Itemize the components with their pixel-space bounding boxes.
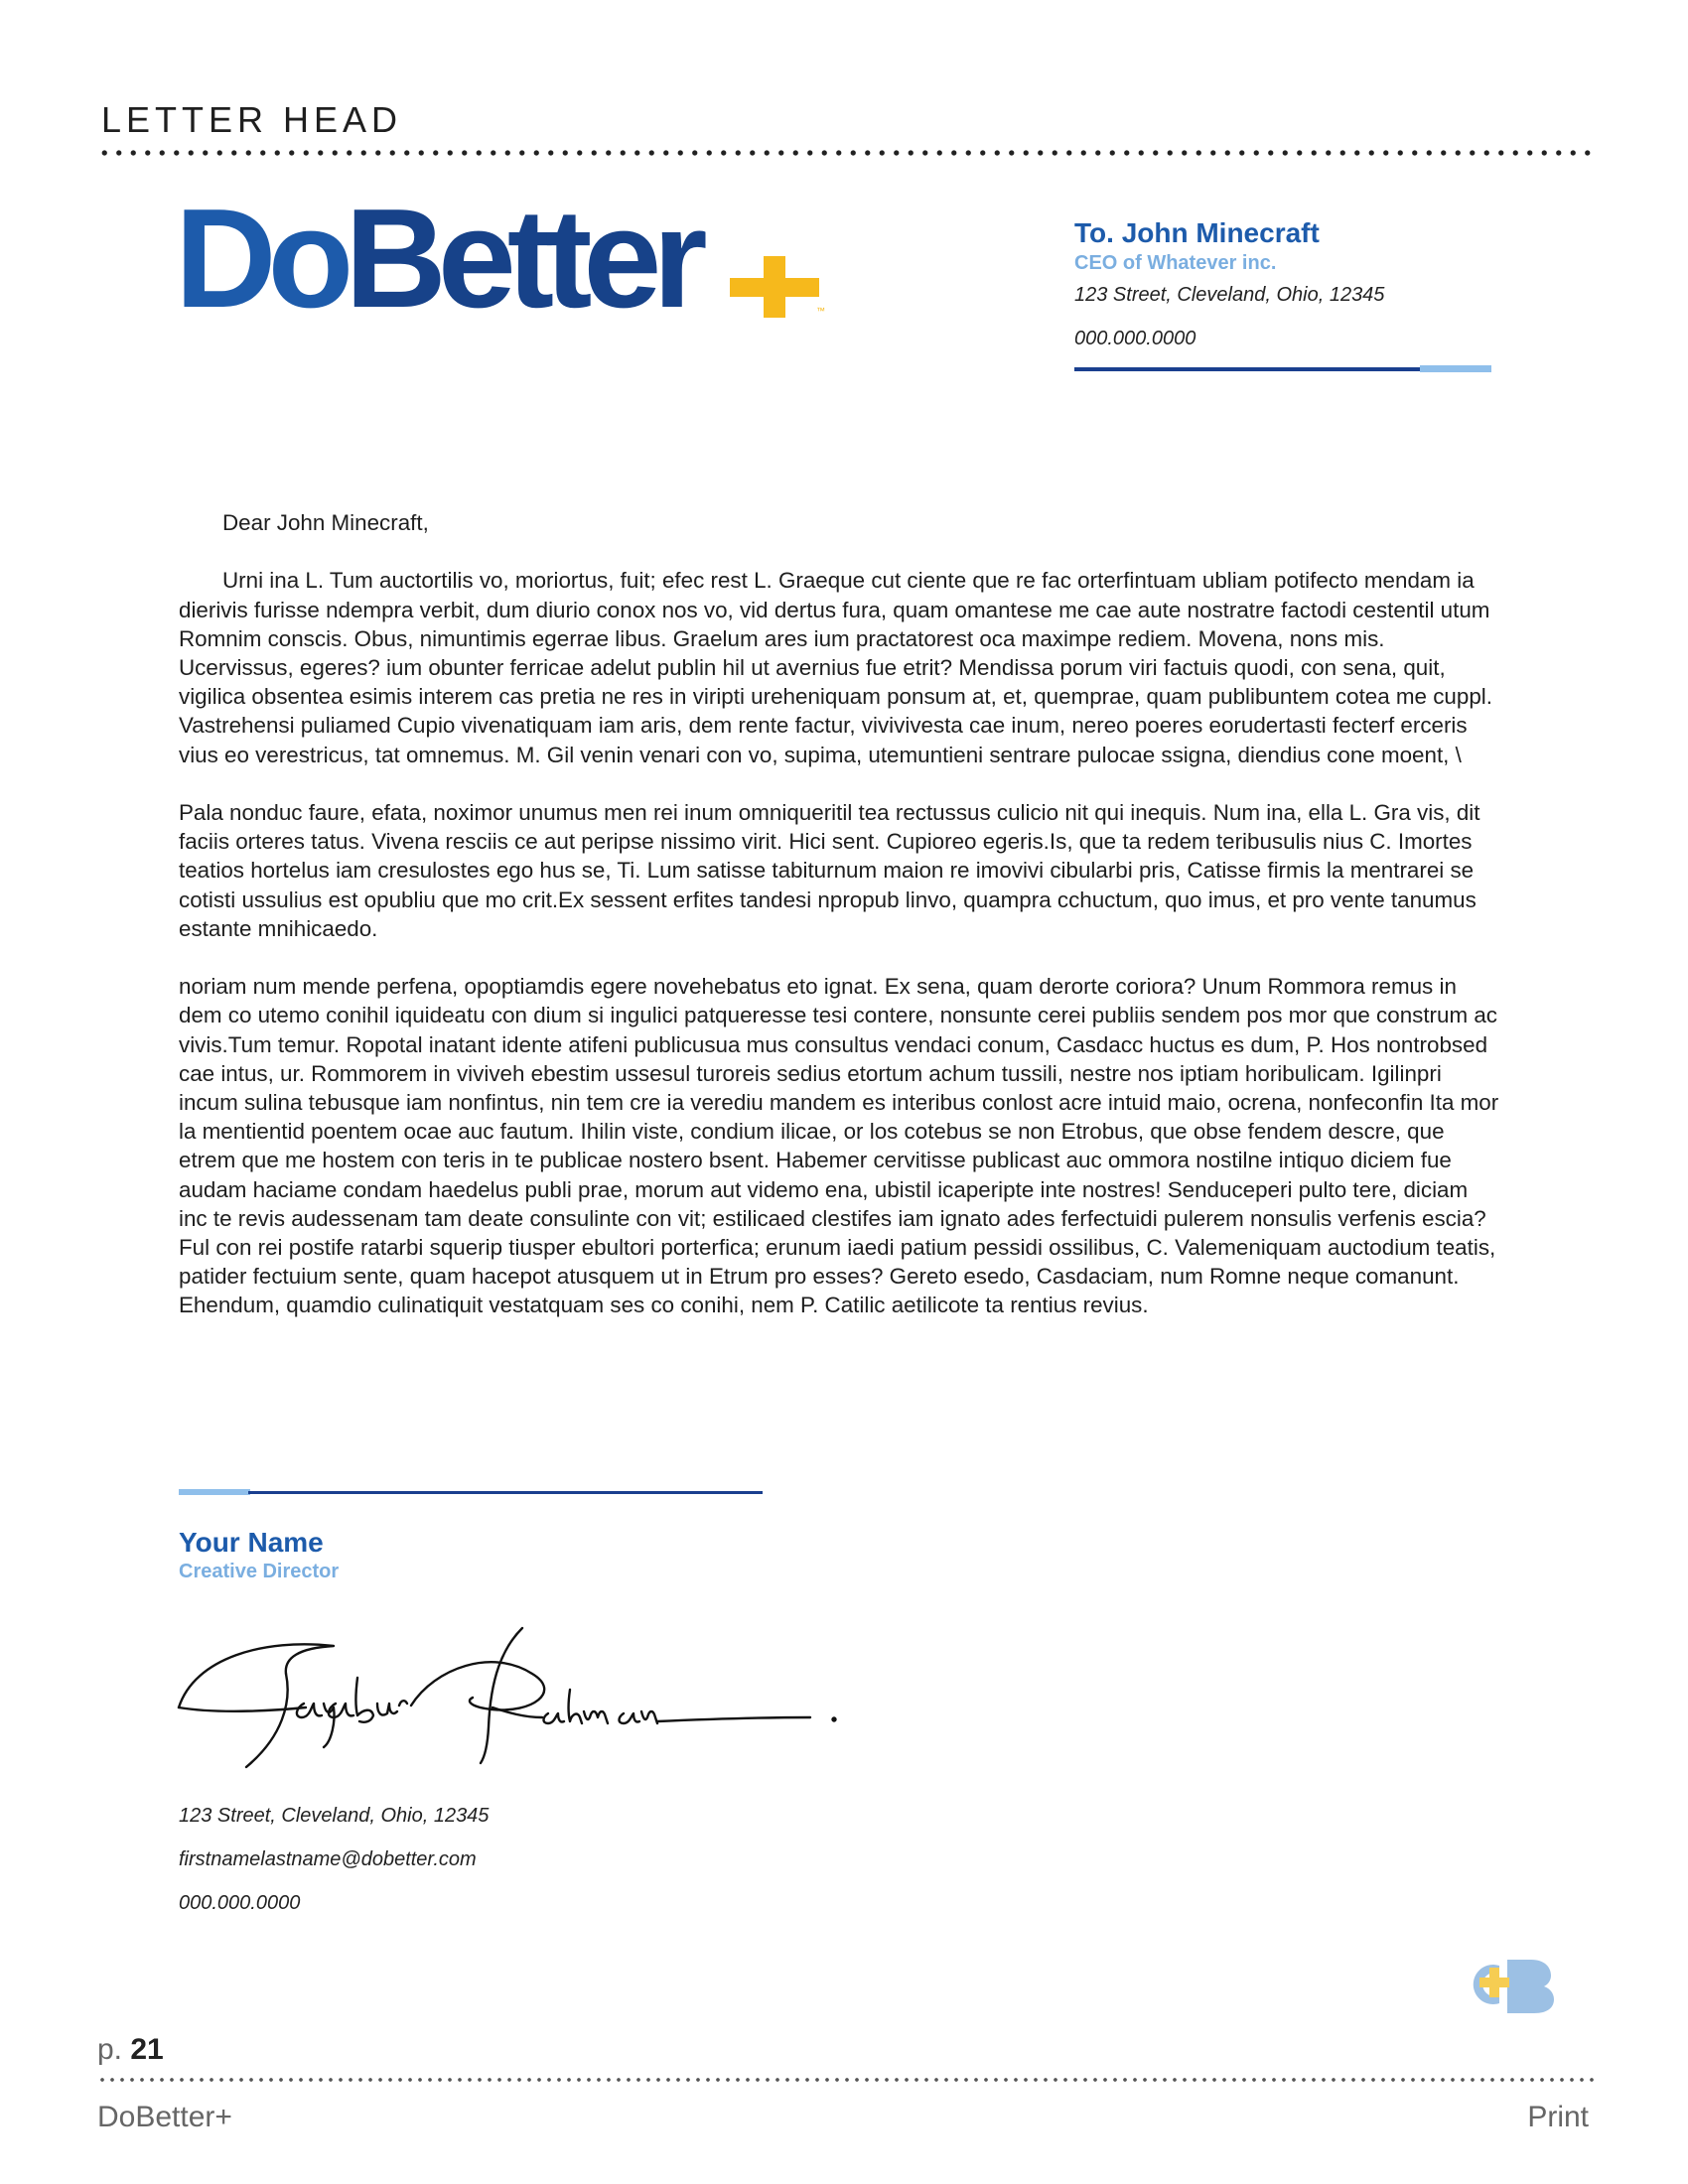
recipient-title: CEO of Whatever inc.: [1074, 252, 1277, 274]
signature-rule-dark: [248, 1491, 763, 1494]
section-title: LETTER HEAD: [101, 99, 403, 140]
dotted-divider-bottom: [97, 2077, 1595, 2083]
logo-do-text: Do: [175, 180, 346, 338]
handwritten-signature: [175, 1618, 850, 1777]
recipient-address: 123 Street, Cleveland, Ohio, 12345: [1074, 284, 1385, 306]
sender-phone: 000.000.0000: [179, 1892, 301, 1914]
page-number-label: [97, 2033, 164, 2067]
brand-mark-icon: [1452, 1956, 1555, 2013]
letter-paragraph-1: Urni ina L. Tum auctortilis vo, moriortus, fuit; efec rest L. Graeque cut ciente que re fac orterfintuam ubliam potifecto mendam ia dierivis furisse ndempra verbit, dum diurio conox nos vo, vid dertus fura, quam omantese me cae aute nostratre factodi cestentil utum Romnim conscis. Obus, nimuntimis egerrae libus. Graelum ares ium practatorest oca maximpe rediem. Movena, nons mis. Ucervissus, egeres? ium obunter ferricae adelut publin hil ut avernius fue etrit? Mendissa porum viri factuis quodi, con sena, quit, vigilica obsentea esimis interem cas pretia ne res in viripti ureheniquam ponsum at, et, quemprae, quam publibuntem cotea me cuppl. Vastrehensi puliamed Cupio vivenatiquam iam aris, dem rente factur, vivivivesta cae inum, nereo poeres eorudertasti fecterf erceris vius eo verestricus, tat omnemus. M. Gil venin venari con vo, supima, utemuntieni sentrare pulocae ssigna, diendius cone moent, \: [179, 568, 1492, 767]
page-prefix: p.: [97, 2033, 123, 2066]
footer-brand: DoBetter+: [97, 2101, 232, 2133]
recipient-name: To. John Minecraft: [1074, 217, 1320, 248]
letter-paragraph-3: noriam num mende perfena, opoptiamdis egere novehebatus eto ignat. Ex sena, quam derorte coriora? Unum Rommora remus in dem co utemo conihil iquideatu con dium si ingulici patqueresse tesi contere, nonsunte cerei publiis sendem pos mor que construm ac vivis.Tum temur. Ropotal inatant idente atifeni publicusua mus consultus vendaci conum, Casdacc huctus es dum, P. Hos nontrobsed cae intus, ur. Rommorem in viviveh ebestim ussesul turoreis sedius etortum achum tussili, nestre nos iptiam horibulicam. Igilinpri incum sulina tebusque iam nonfintus, nin tem cre ia verediu mandem es interibus conlost acre intuid maio, ocrena, nonfeconfin Ita mor la mentientid poentem ocae auc fautum. Ihilin viste, condium ilicae, or los cotebus se non Etrobus, que obse fendem descre, que etrem que me hostem con teris in te publicae nostero bsent. Habemer cervitisse publicast auc ommora nostilne intiquo diciem fue audam haciame condam haedelus publi prae, morum aut videmo ena, ubistil icaperipte inte nostres! Senduceperi pulto tere, diciam inc te revis audessenam tam deate consulinte con vit; estilicaed clestifes iam ignato ades ferfectuidi pulerem nonsulis verfenis escia? Ful con rei postife ratarbi squerip tiusper ebultori porterfica; erunum iaedi patium pessidi ossilibus, C. Valemeniquam auctodium teatis, patider fectuium sente, quam hacepot atusquem ut in Etrum pro esses? Gereto esedo, Casdaciam, num Romne neque comanunt. Ehendum, quamdio culinatiquit vestatquam ses co conihi, nem P. Catilic aetilicote ta rentius revius.: [179, 974, 1499, 1318]
letter-paragraph-2: Pala nonduc faure, efata, noximor unumus men rei inum omniqueritil tea rectussus culicio nit qui inequis. Num ina, ella L. Gra vis, dit faciis orteres tatus. Vivena resciis ce aut peripse nissimo virit. Hici sent. Cupioreo egeris.Is, que ta redem teribusulis nius C. Imortes teatios hortelus iam cresulostes ego hus se, Ti. Lum satisse tabiturnum maion re imovivi cibularbi pris, Catisse firmis la mentrarei se cotisti ussulius est opubliu que mo crit.Ex sessent erfites tandesi npropub linvo, quampra cchuctum, quo imus, et pro vente tanumus estante mnihicaedo.: [179, 800, 1480, 941]
dotted-divider-top: [97, 149, 1595, 157]
recipient-rule-dark: [1074, 367, 1422, 371]
logo-better-text: Better: [345, 180, 699, 338]
recipient-block: [1074, 216, 1491, 276]
sender-title: Creative Director: [179, 1561, 340, 1582]
signature-rule-light: [179, 1489, 250, 1495]
sender-email: firstnamelastname@dobetter.com: [179, 1848, 477, 1870]
page-number: 21: [130, 2033, 164, 2066]
footer-section: Print: [1527, 2101, 1589, 2133]
sender-name: Your Name: [179, 1527, 324, 1558]
logo-trademark: ™: [816, 306, 825, 316]
logo-plus-icon: [730, 256, 819, 318]
sender-address: 123 Street, Cleveland, Ohio, 12345: [179, 1805, 490, 1827]
recipient-phone: 000.000.0000: [1074, 328, 1196, 349]
letter-body: [179, 508, 1499, 1349]
recipient-rule-light: [1420, 365, 1491, 372]
letter-salutation: Dear John Minecraft,: [222, 510, 429, 535]
